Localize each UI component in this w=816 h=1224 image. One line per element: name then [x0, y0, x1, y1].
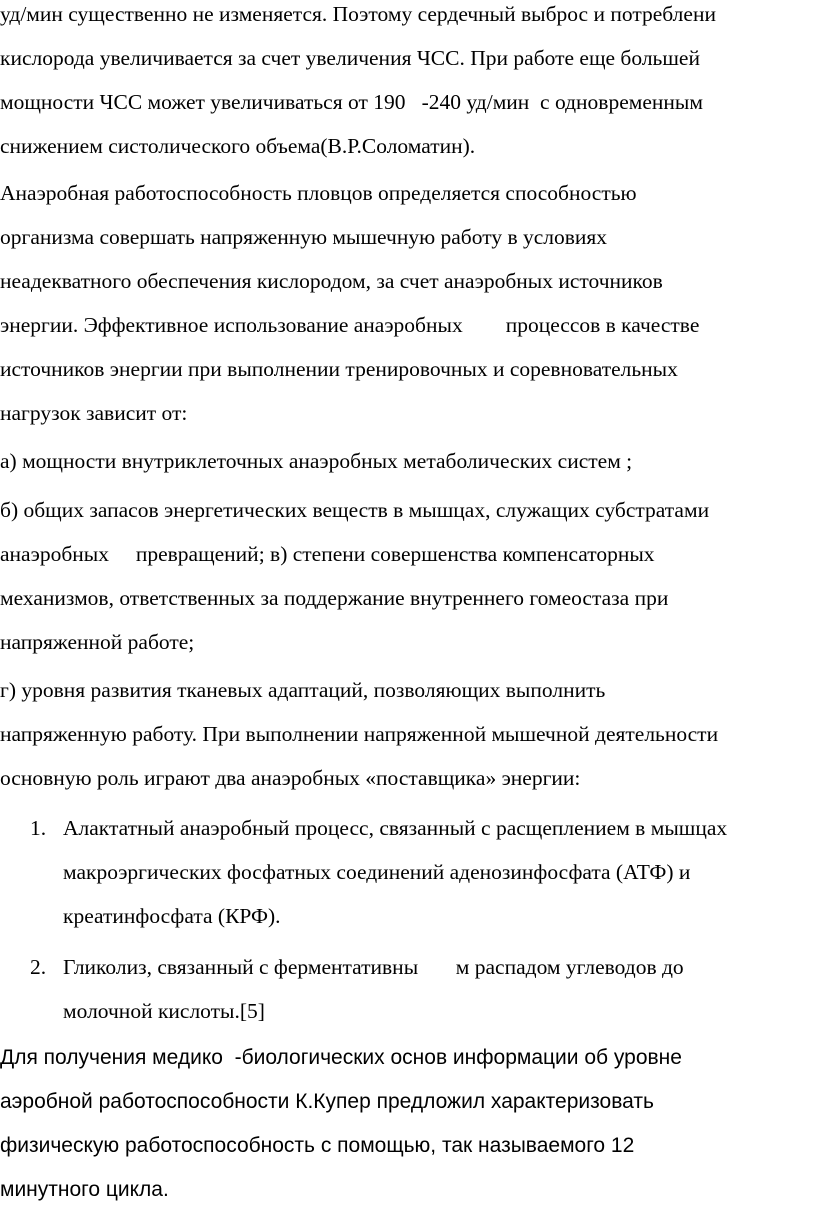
text-line: Для получения медико -биологических основ информации об уровне [0, 1046, 682, 1069]
text-line: уд/мин существенно не изменяется. Поэтому сердечный выброс и потреблени [0, 2, 716, 26]
text-line: неадекватного обеспечения кислородом, за счет анаэробных источников [0, 269, 663, 293]
text-line: Гликолиз, связанный с ферментативны м распадом углеводов до [63, 955, 684, 979]
text-line: Анаэробная работоспособность пловцов определяется способностью [0, 181, 637, 205]
text-line: макроэргических фосфатных соединений аденозинфосфата (АТФ) и [63, 860, 691, 884]
text-line: механизмов, ответственных за поддержание внутреннего гомеостаза при [0, 586, 669, 610]
text-line: анаэробных превращений; в) степени совершенства компенсаторных [0, 542, 655, 566]
text-line: б) общих запасов энергетических веществ в мышцах, служащих субстратами [0, 498, 710, 522]
text-line: основную роль играют два анаэробных «поставщика» энергии: [0, 766, 581, 790]
text-line: г) уровня развития тканевых адаптаций, позволяющих выполнить [0, 678, 606, 702]
text-line: молочной кислоты.[5] [63, 999, 265, 1023]
text-line: нагрузок зависит от: [0, 401, 188, 425]
text-line: напряженной работе; [0, 630, 195, 654]
list-number: 2. [30, 955, 47, 979]
text-line: снижением систолического объема(В.Р.Соломатин). [0, 134, 476, 158]
text-line: мощности ЧСС может увеличиваться от 190 -240 уд/мин с одновременным [0, 90, 703, 114]
text-line: организма совершать напряженную мышечную работу в условиях [0, 225, 608, 249]
text-line: минутного цикла. [0, 1178, 169, 1201]
text-line: Алактатный анаэробный процесс, связанный с расщеплением в мышцах [63, 816, 728, 840]
text-line: аэробной работоспособности К.Купер предложил характеризовать [0, 1090, 654, 1113]
text-line: физическую работоспособность с помощью, так называемого 12 [0, 1134, 635, 1157]
text-line: энергии. Эффективное использование анаэробных процессов в качестве [0, 313, 700, 337]
list-number: 1. [30, 816, 47, 840]
text-line: а) мощности внутриклеточных анаэробных метаболических систем ; [0, 449, 633, 473]
text-line: кислорода увеличивается за счет увеличения ЧСС. При работе еще большей [0, 46, 700, 70]
text-line: напряженную работу. При выполнении напряженной мышечной деятельности [0, 722, 719, 746]
text-line: креатинфосфата (КРФ). [63, 904, 281, 928]
text-line: источников энергии при выполнении тренировочных и соревновательных [0, 357, 678, 381]
